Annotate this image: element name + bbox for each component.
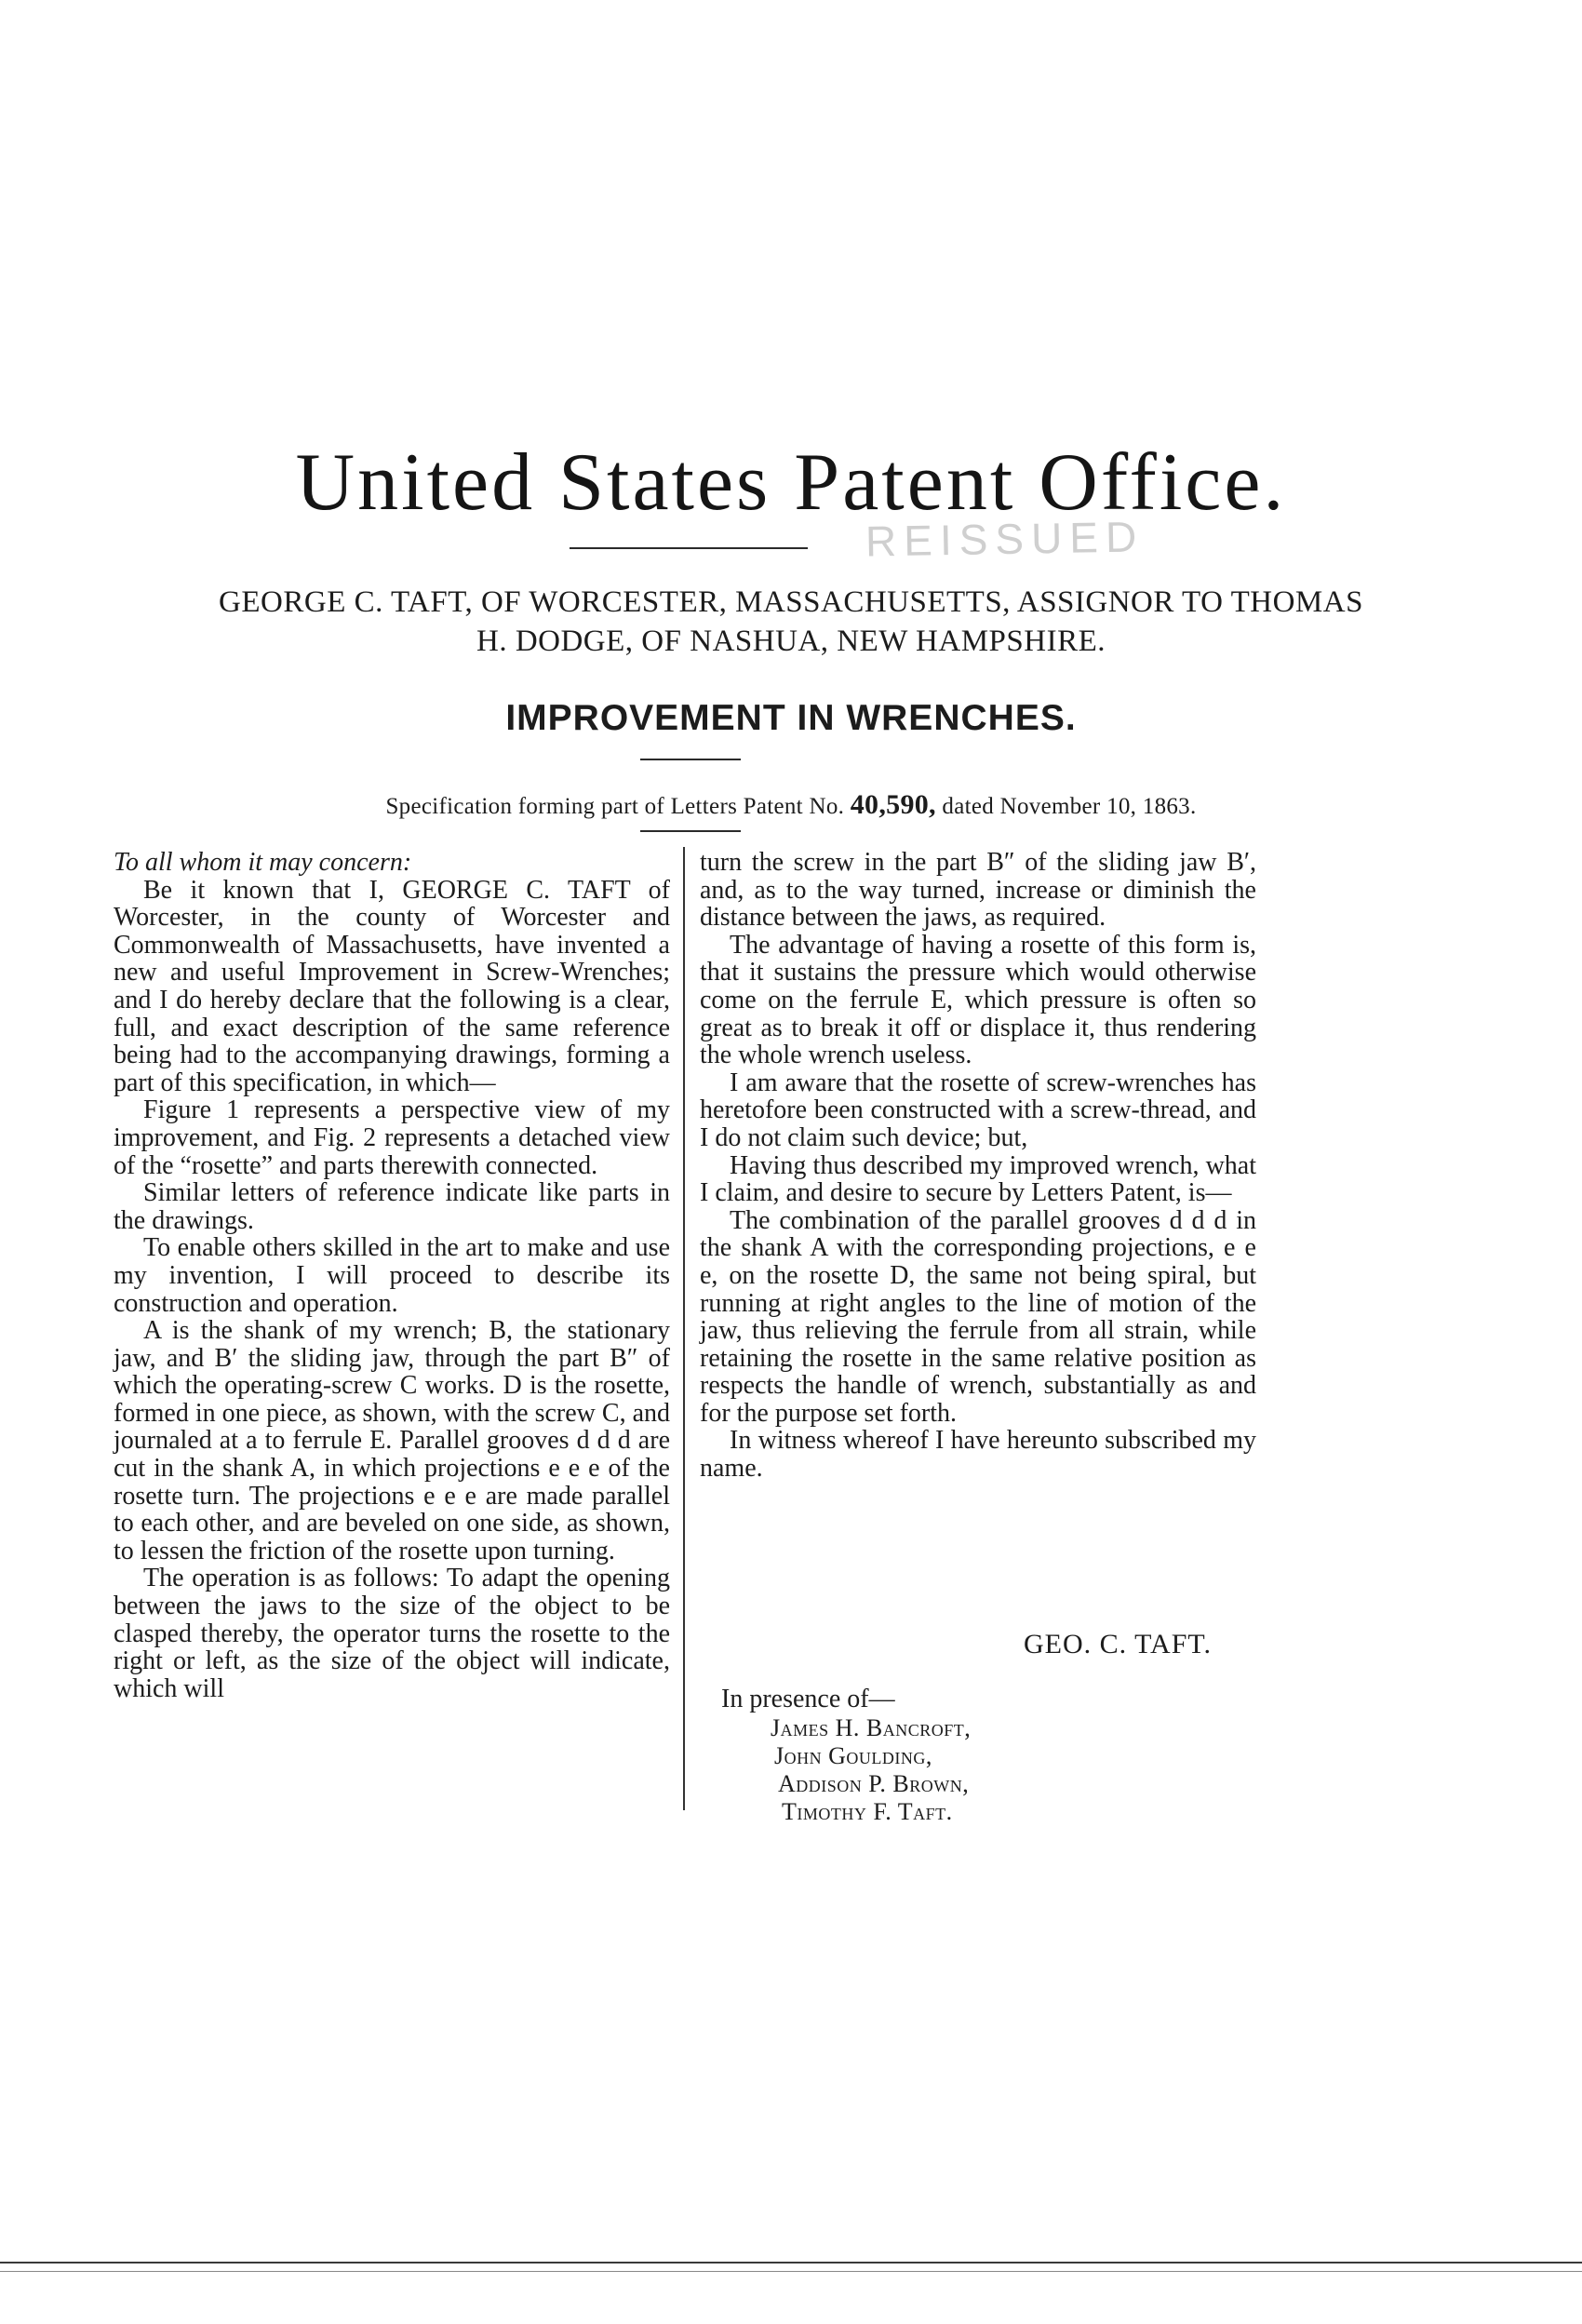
- witness-name: Timothy F. Taft.: [782, 1798, 953, 1825]
- office-title: United States Patent Office.: [295, 437, 1287, 528]
- witness-list: [771, 1714, 971, 1826]
- bottom-border-rule: [0, 2262, 1582, 2264]
- specification-line: [0, 789, 1582, 821]
- reissued-stamp: REISSUED: [865, 512, 1145, 566]
- short-rule-upper: [640, 759, 741, 760]
- inventor-signature: GEO. C. TAFT.: [1024, 1629, 1212, 1659]
- witness-name: John Goulding,: [774, 1742, 932, 1769]
- paragraph-reference-letters: Similar letters of reference indicate like parts in the drawings.: [114, 1178, 670, 1235]
- paragraph-prior-art: I am aware that the rosette of screw-wrenches has heretofore been constructed with a screw-thread, and I do not claim such device; but,: [700, 1068, 1256, 1152]
- spec-prefix: Specification forming part of Letters Patent No.: [385, 794, 845, 819]
- witness-name: James H. Bancroft,: [771, 1714, 972, 1741]
- witness-label: In presence of—: [721, 1685, 895, 1713]
- patent-number: 40,590,: [850, 789, 936, 820]
- paragraph-enable: To enable others skilled in the art to make and use my invention, I will proceed to describe its construction and operation.: [114, 1233, 670, 1318]
- invention-title: IMPROVEMENT IN WRENCHES.: [505, 698, 1077, 738]
- column-divider: [683, 847, 685, 1810]
- paragraph-claim: The combination of the parallel grooves d d d in the shank A with the corresponding projections, e e e, on the rosette D, the same not being spiral, but running at right angles to the line of motion of the jaw, thus relieving the ferrule from all strain, while retaining the rosette in the same relative position as respects the handle of wrench, substantially as and for the purpose set forth.: [700, 1205, 1256, 1428]
- paragraph-advantage: The advantage of having a rosette of this form is, that it sustains the pressure which would otherwise come on the ferrule E, which pressure is often so great as to break it off or displace it, thus rendering the whole wrench useless.: [700, 930, 1256, 1070]
- paragraph-introduction: Be it known that I, GEORGE C. TAFT of Worcester, in the county of Worcester and Commonwealth of Massachusetts, have invented a new and useful Improvement in Screw-Wrenches; and I do hereby declare that the following is a clear, full, and exact description of the same reference being had to the accompanying drawings, forming a part of this specification, in which—: [114, 875, 670, 1097]
- paragraph-figures: Figure 1 represents a perspective view of my improvement, and Fig. 2 represents a detached view of the “rosette” and parts therewith connected.: [114, 1095, 670, 1180]
- paragraph-construction: A is the shank of my wrench; B, the stationary jaw, and B′ the sliding jaw, through the part B″ of which the operating-screw C works. D is the rosette, formed in one piece, as shown, with the screw C, and journaled at a to ferrule E. Parallel grooves d d d are cut in the shank A, in which projections e e e of the rosette turn. The projections e e e are made parallel to each other, and are beveled on one side, as shown, to lessen the friction of the rosette upon turning.: [114, 1316, 670, 1565]
- left-column: [114, 849, 670, 1702]
- title-divider-rule: [570, 547, 808, 549]
- inventor-line-1: GEORGE C. TAFT, OF WORCESTER, MASSACHUSETTS, ASSIGNOR TO THOMAS: [219, 585, 1363, 619]
- inventor-line-2: H. DODGE, OF NASHUA, NEW HAMPSHIRE.: [476, 625, 1106, 658]
- paragraph-operation-continued: turn the screw in the part B″ of the sliding jaw B′, and, as to the way turned, increase or diminish the distance between the jaws, as required.: [700, 848, 1256, 933]
- inventor-block: [102, 583, 1480, 661]
- right-column: [700, 849, 1256, 1483]
- paragraph-claim-intro: Having thus described my improved wrench, what I claim, and desire to secure by Letters Patent, is—: [700, 1150, 1256, 1208]
- bottom-border-rule-thin: [0, 2271, 1582, 2272]
- short-rule-lower: [640, 830, 741, 832]
- paragraph-operation: The operation is as follows: To adapt the opening between the jaws to the size of the object to be clasped thereby, the operator turns the rosette to the right or left, as the size of the object will indicate, which will: [114, 1564, 670, 1703]
- spec-date: dated November 10, 1863.: [942, 794, 1197, 819]
- paragraph-witness: In witness whereof I have hereunto subscribed my name.: [700, 1426, 1256, 1484]
- witness-name: Addison P. Brown,: [778, 1770, 970, 1797]
- salutation: To all whom it may concern:: [114, 848, 412, 877]
